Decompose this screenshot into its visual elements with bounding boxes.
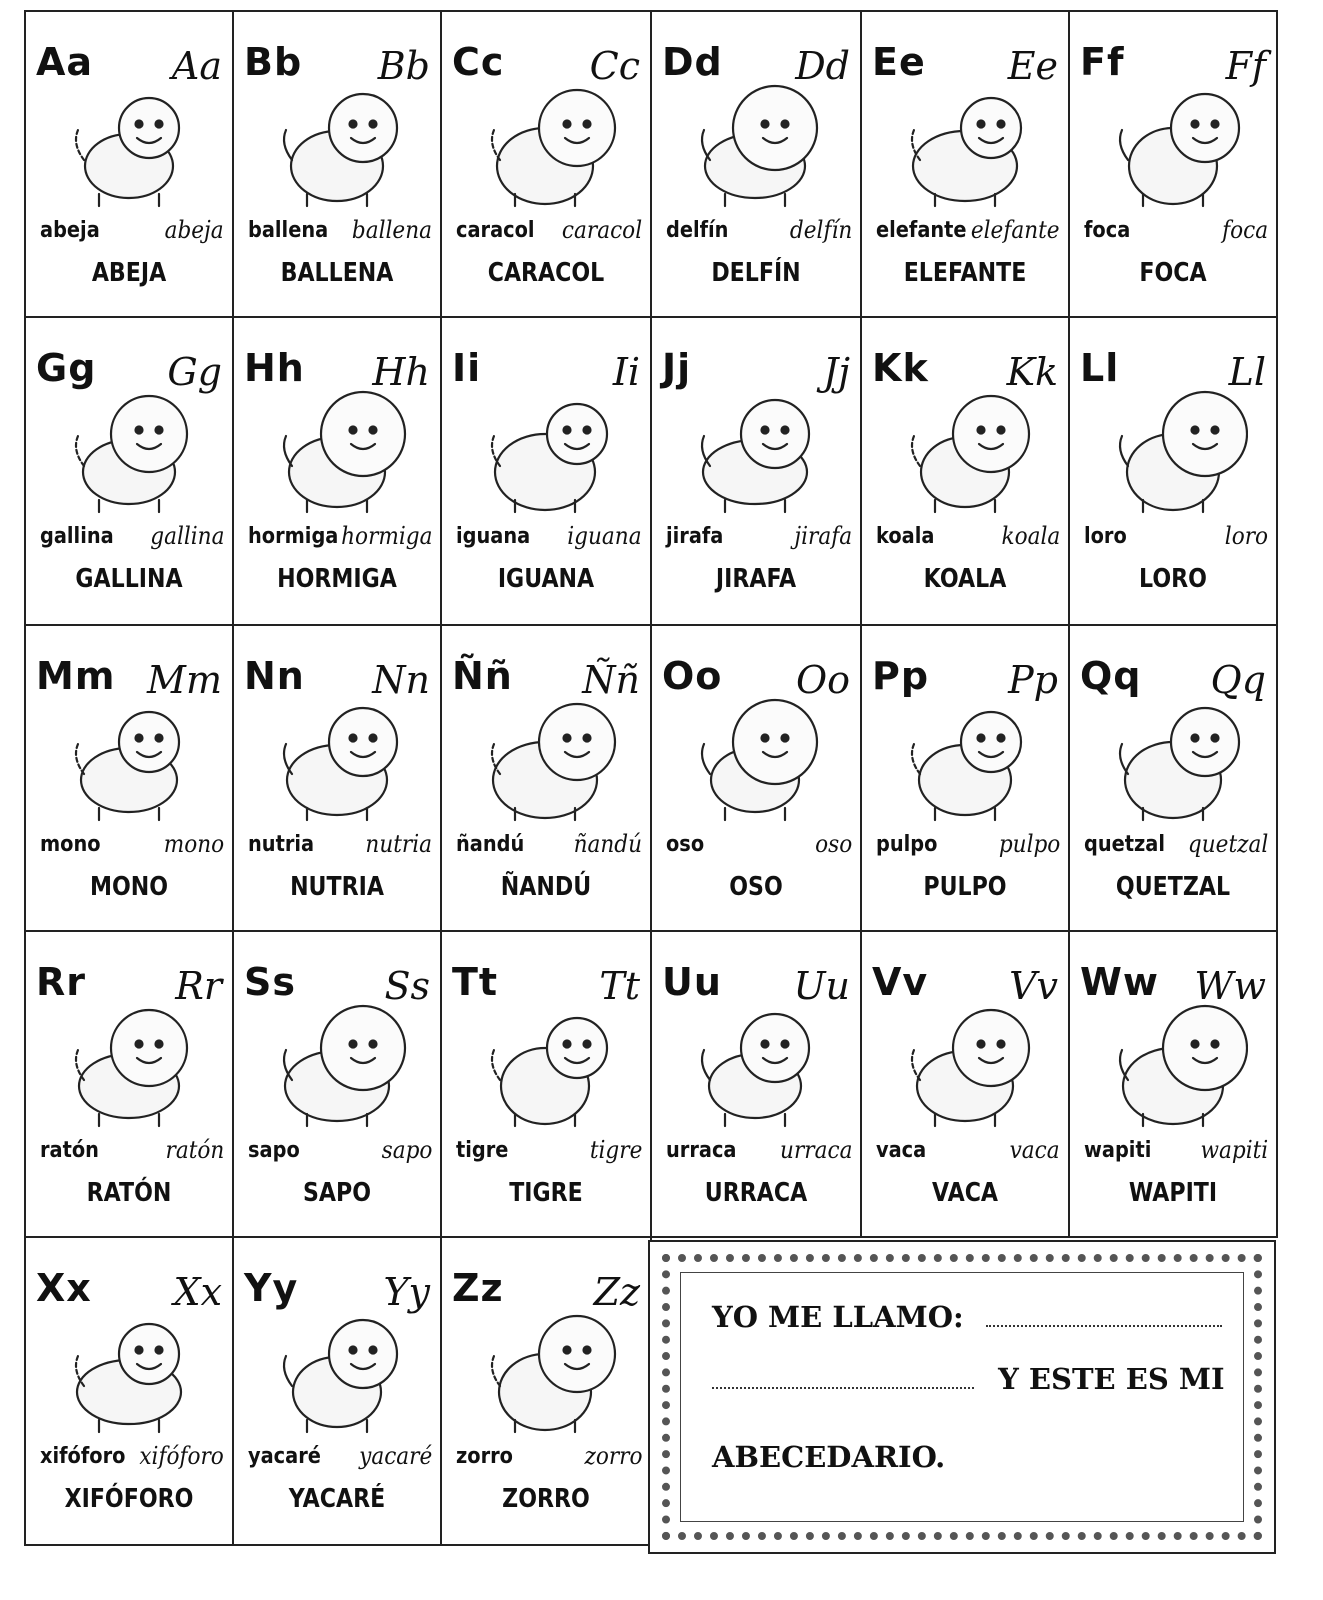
word-caps: KOALA xyxy=(923,564,1007,594)
hen-icon xyxy=(54,390,204,518)
word-cursive: abeja xyxy=(164,216,224,244)
word-caps: ABEJA xyxy=(91,258,167,288)
letter-cursive: Mm xyxy=(147,658,222,702)
letter-print: Ss xyxy=(244,960,296,1004)
word-cursive: urraca xyxy=(779,1136,852,1164)
alphabet-card xyxy=(1068,624,1278,932)
letter-print: Xx xyxy=(36,1266,92,1310)
word-caps: YACARÉ xyxy=(288,1484,386,1514)
fox-icon xyxy=(470,1310,620,1438)
letter-print: Tt xyxy=(452,960,499,1004)
letter-cursive: Ff xyxy=(1225,44,1266,88)
word-caps: VACA xyxy=(931,1178,999,1208)
name-line-2 xyxy=(712,1362,1225,1396)
word-print: elefante xyxy=(876,218,967,243)
octopus-icon xyxy=(890,698,1040,826)
word-cursive: wapiti xyxy=(1200,1136,1268,1164)
word-cursive: pulpo xyxy=(998,830,1060,858)
word-cursive: xifóforo xyxy=(139,1442,224,1470)
alphabet-card xyxy=(232,10,442,318)
alphabet-card xyxy=(440,930,652,1238)
alphabet-card xyxy=(24,10,234,318)
word-caps: TIGRE xyxy=(509,1178,583,1208)
letter-print: Cc xyxy=(452,40,505,84)
letter-cursive: Tt xyxy=(599,964,640,1008)
bear-icon xyxy=(680,698,830,826)
letter-cursive: Qq xyxy=(1210,658,1266,702)
alphabet-card xyxy=(24,1236,234,1546)
iguana-icon xyxy=(470,390,620,518)
letter-print: Pp xyxy=(872,654,930,698)
word-cursive: foca xyxy=(1222,216,1268,244)
elk-icon xyxy=(1098,1004,1248,1132)
word-cursive: jirafa xyxy=(794,522,852,550)
word-cursive: loro xyxy=(1224,522,1268,550)
letter-cursive: Ii xyxy=(612,350,640,394)
name-line-3 xyxy=(712,1440,945,1474)
word-cursive: ratón xyxy=(165,1136,224,1164)
alphabet-card xyxy=(24,624,234,932)
letter-print: Kk xyxy=(872,346,929,390)
letter-print: Jj xyxy=(662,346,692,390)
letter-cursive: Ll xyxy=(1228,350,1266,394)
word-cursive: gallina xyxy=(149,522,224,550)
letter-cursive: Oo xyxy=(795,658,850,702)
word-print: gallina xyxy=(40,524,114,549)
word-print: xifóforo xyxy=(40,1444,126,1469)
word-cursive: mono xyxy=(163,830,224,858)
alphabet-card xyxy=(232,316,442,626)
alphabet-card xyxy=(860,624,1070,932)
rhea-icon xyxy=(470,698,620,826)
alphabet-card xyxy=(650,930,862,1238)
word-cursive: ñandú xyxy=(573,830,642,858)
otter-icon xyxy=(262,698,412,826)
letter-print: Mm xyxy=(36,654,116,698)
parrot-icon xyxy=(1098,390,1248,518)
word-cursive: elefante xyxy=(971,216,1060,244)
giraffe-icon xyxy=(680,390,830,518)
caiman-icon xyxy=(262,1310,412,1438)
word-print: tigre xyxy=(456,1138,509,1163)
cow-icon xyxy=(890,1004,1040,1132)
word-print: sapo xyxy=(248,1138,300,1163)
letter-cursive: Cc xyxy=(589,44,640,88)
letter-cursive: Ññ xyxy=(582,658,640,702)
letter-cursive: Xx xyxy=(173,1270,222,1314)
name-continuation: Y ESTE ES MI xyxy=(998,1362,1225,1396)
letter-print: Nn xyxy=(244,654,305,698)
letter-print: Vv xyxy=(872,960,929,1004)
word-print: koala xyxy=(876,524,935,549)
word-caps: LORO xyxy=(1139,564,1207,594)
word-caps: BALLENA xyxy=(280,258,394,288)
letter-print: Gg xyxy=(36,346,97,390)
word-caps: ELEFANTE xyxy=(903,258,1027,288)
letter-cursive: Pp xyxy=(1008,658,1058,702)
letter-cursive: Ww xyxy=(1194,964,1266,1008)
monkey-icon xyxy=(54,698,204,826)
letter-cursive: Vv xyxy=(1009,964,1058,1008)
letter-cursive: Yy xyxy=(383,1270,430,1314)
letter-print: Yy xyxy=(244,1266,299,1310)
word-print: yacaré xyxy=(248,1444,321,1469)
alphabet-card xyxy=(860,316,1070,626)
elephant-icon xyxy=(890,84,1040,212)
letter-cursive: Zz xyxy=(593,1270,640,1314)
alphabet-card xyxy=(440,316,652,626)
letter-cursive: Rr xyxy=(175,964,222,1008)
ant-icon xyxy=(262,390,412,518)
word-caps: JIRAFA xyxy=(715,564,797,594)
whale-icon xyxy=(262,84,412,212)
letter-cursive: Hh xyxy=(372,350,430,394)
alphabet-card xyxy=(440,10,652,318)
letter-print: Ññ xyxy=(452,654,513,698)
word-caps: RATÓN xyxy=(86,1178,172,1208)
alphabet-card xyxy=(860,10,1070,318)
word-print: nutria xyxy=(248,832,315,857)
alphabet-card xyxy=(440,1236,652,1546)
alphabet-card xyxy=(232,624,442,932)
word-print: pulpo xyxy=(876,832,938,857)
word-caps: ÑANDÚ xyxy=(500,872,592,902)
word-cursive: tigre xyxy=(589,1136,642,1164)
letter-print: Aa xyxy=(36,40,94,84)
word-cursive: quetzal xyxy=(1187,830,1268,858)
word-caps: GALLINA xyxy=(75,564,183,594)
word-print: iguana xyxy=(456,524,531,549)
alphabet-card xyxy=(24,930,234,1238)
letter-print: Uu xyxy=(662,960,722,1004)
word-cursive: caracol xyxy=(561,216,642,244)
letter-cursive: Bb xyxy=(377,44,430,88)
word-caps: IGUANA xyxy=(497,564,595,594)
letter-print: Ww xyxy=(1080,960,1160,1004)
snail-icon xyxy=(470,84,620,212)
seal-icon xyxy=(1098,84,1248,212)
alphabet-card xyxy=(1068,316,1278,626)
word-print: vaca xyxy=(876,1138,927,1163)
word-cursive: nutria xyxy=(365,830,432,858)
letter-print: Dd xyxy=(662,40,723,84)
word-caps: URRACA xyxy=(704,1178,808,1208)
alphabet-card xyxy=(650,316,862,626)
letter-print: Hh xyxy=(244,346,305,390)
word-cursive: zorro xyxy=(583,1442,642,1470)
letter-cursive: Gg xyxy=(167,350,222,394)
word-print: ñandú xyxy=(456,832,525,857)
word-caps: MONO xyxy=(89,872,169,902)
magpie-icon xyxy=(680,1004,830,1132)
name-prompt: YO ME LLAMO: xyxy=(712,1300,964,1334)
alphabet-card xyxy=(232,930,442,1238)
word-cursive: delfín xyxy=(789,216,852,244)
name-line-1 xyxy=(712,1300,1222,1334)
name-box xyxy=(648,1240,1276,1554)
letter-print: Ee xyxy=(872,40,926,84)
word-cursive: sapo xyxy=(381,1136,432,1164)
word-caps: XIFÓFORO xyxy=(64,1484,194,1514)
word-cursive: ballena xyxy=(351,216,432,244)
word-print: ballena xyxy=(248,218,329,243)
word-print: zorro xyxy=(456,1444,513,1469)
alphabet-card xyxy=(860,930,1070,1238)
alphabet-card xyxy=(440,624,652,932)
name-ending: ABECEDARIO. xyxy=(712,1440,946,1474)
letter-cursive: Dd xyxy=(795,44,850,88)
tiger-icon xyxy=(470,1004,620,1132)
word-caps: CARACOL xyxy=(487,258,605,288)
word-caps: QUETZAL xyxy=(1115,872,1231,902)
word-caps: DELFÍN xyxy=(711,258,801,288)
letter-print: Ii xyxy=(452,346,482,390)
word-caps: SAPO xyxy=(302,1178,371,1208)
letter-cursive: Nn xyxy=(372,658,430,702)
toad-icon xyxy=(262,1004,412,1132)
word-print: caracol xyxy=(456,218,535,243)
word-caps: PULPO xyxy=(923,872,1007,902)
word-caps: HORMIGA xyxy=(277,564,397,594)
letter-cursive: Jj xyxy=(822,350,850,394)
koala-icon xyxy=(890,390,1040,518)
mouse-icon xyxy=(54,1004,204,1132)
word-caps: WAPITI xyxy=(1128,1178,1218,1208)
letter-print: Ll xyxy=(1080,346,1120,390)
fish-icon xyxy=(54,1310,204,1438)
quetzal-icon xyxy=(1098,698,1248,826)
word-cursive: oso xyxy=(814,830,852,858)
word-print: hormiga xyxy=(248,524,339,549)
letter-cursive: Uu xyxy=(793,964,850,1008)
letter-print: Bb xyxy=(244,40,303,84)
dolphin-icon xyxy=(680,84,830,212)
alphabet-card xyxy=(650,624,862,932)
alphabet-card xyxy=(1068,10,1278,318)
word-print: oso xyxy=(666,832,705,857)
word-print: quetzal xyxy=(1084,832,1166,857)
letter-print: Qq xyxy=(1080,654,1142,698)
word-print: mono xyxy=(40,832,101,857)
word-cursive: vaca xyxy=(1009,1136,1060,1164)
alphabet-card xyxy=(650,10,862,318)
alphabet-card xyxy=(232,1236,442,1546)
word-caps: OSO xyxy=(729,872,783,902)
letter-print: Zz xyxy=(452,1266,504,1310)
word-caps: ZORRO xyxy=(502,1484,590,1514)
word-cursive: iguana xyxy=(567,522,642,550)
word-print: foca xyxy=(1084,218,1131,243)
word-cursive: koala xyxy=(1001,522,1060,550)
letter-cursive: Ss xyxy=(384,964,430,1008)
letter-cursive: Aa xyxy=(171,44,222,88)
word-caps: NUTRIA xyxy=(290,872,384,902)
word-print: urraca xyxy=(666,1138,737,1163)
word-caps: FOCA xyxy=(1139,258,1207,288)
letter-print: Ff xyxy=(1080,40,1125,84)
alphabet-card xyxy=(1068,930,1278,1238)
alphabet-card xyxy=(24,316,234,626)
word-print: loro xyxy=(1084,524,1127,549)
name-blank[interactable] xyxy=(986,1303,1222,1327)
word-print: abeja xyxy=(40,218,100,243)
word-print: delfín xyxy=(666,218,729,243)
letter-print: Rr xyxy=(36,960,87,1004)
letter-cursive: Ee xyxy=(1007,44,1058,88)
word-cursive: hormiga xyxy=(340,522,432,550)
name-blank-2[interactable] xyxy=(712,1365,974,1389)
word-cursive: yacaré xyxy=(358,1442,432,1470)
word-print: ratón xyxy=(40,1138,99,1163)
letter-cursive: Kk xyxy=(1006,350,1058,394)
word-print: jirafa xyxy=(666,524,724,549)
letter-print: Oo xyxy=(662,654,723,698)
bee-icon xyxy=(54,84,204,212)
word-print: wapiti xyxy=(1084,1138,1152,1163)
